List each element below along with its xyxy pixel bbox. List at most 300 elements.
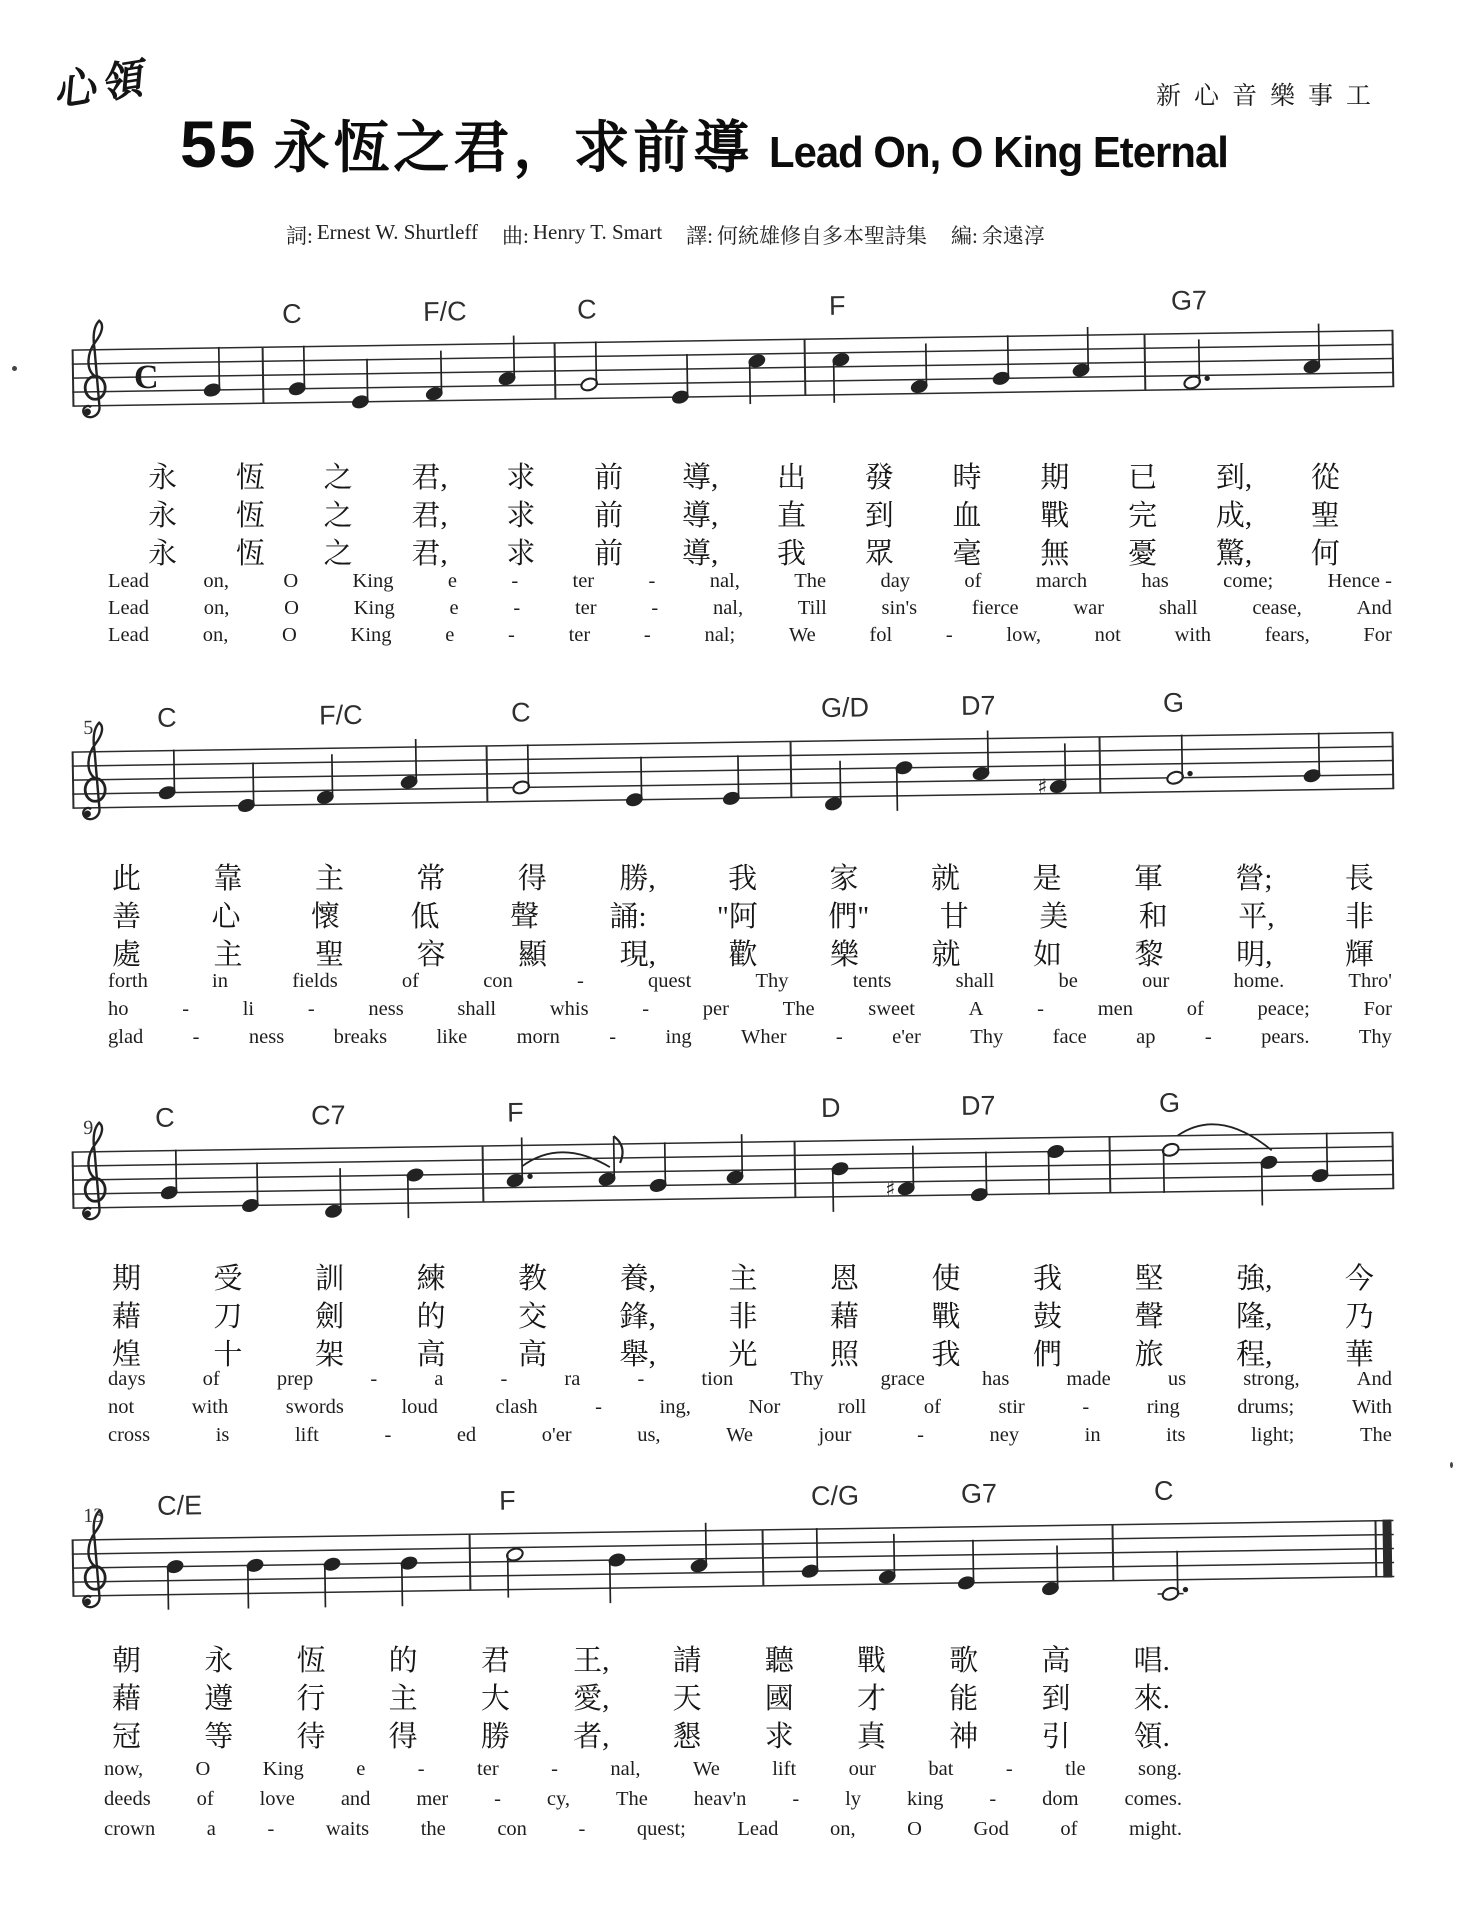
lyrics-zh-system-3-verse-2	[112, 1294, 1374, 1335]
lyric-syllable: o'er	[541, 1424, 572, 1446]
lyric-syllable: king	[906, 1788, 944, 1810]
lyric-syllable: 憂	[1128, 538, 1158, 570]
lyric-syllable: 才	[857, 1683, 887, 1715]
chord-symbol: G	[1158, 1087, 1181, 1118]
lyric-syllable: grace	[880, 1368, 925, 1390]
lyric-syllable: -	[651, 597, 659, 619]
lyric-syllable: 朝	[112, 1645, 142, 1677]
lyric-syllable: 恆	[235, 538, 265, 570]
note	[830, 1161, 849, 1212]
staff-system-1	[0, 255, 1470, 447]
lyric-syllable: 歡	[728, 939, 758, 971]
lyric-syllable: King	[352, 570, 394, 592]
lyric-syllable: might.	[1129, 1818, 1182, 1840]
lyric-syllable: and	[340, 1788, 371, 1810]
note	[1302, 733, 1321, 784]
note	[969, 1152, 988, 1203]
lyric-syllable: 求	[506, 500, 536, 532]
lyric-syllable: us,	[637, 1424, 661, 1446]
lyric-syllable: made	[1066, 1368, 1111, 1390]
chord-symbol: C	[1153, 1475, 1174, 1507]
lyric-syllable: is	[215, 1424, 230, 1446]
lyric-syllable: 到	[864, 500, 894, 532]
lyric-syllable: 勝,	[619, 863, 656, 895]
lyric-syllable: -	[637, 1368, 645, 1390]
lyric-syllable: jour	[818, 1424, 852, 1446]
lyric-syllable: 已	[1128, 462, 1158, 494]
lyric-syllable: morn	[516, 1026, 560, 1048]
lyric-syllable: men	[1097, 998, 1133, 1020]
lyric-syllable: sweet	[868, 998, 915, 1020]
lyric-syllable: lift	[294, 1424, 319, 1446]
note	[1046, 1144, 1065, 1195]
staff-system-3	[0, 1057, 1470, 1249]
lyric-syllable: 神	[949, 1721, 979, 1753]
lyric-syllable: the	[420, 1818, 446, 1840]
lyric-syllable: 養,	[619, 1263, 656, 1295]
lyric-syllable: 天	[672, 1683, 702, 1715]
lyric-syllable: like	[436, 1026, 468, 1048]
chord-symbol: C	[156, 702, 177, 733]
lyric-syllable: 歌	[949, 1645, 979, 1677]
note	[721, 755, 740, 806]
lyric-syllable: -	[384, 1424, 392, 1446]
lyric-syllable: e'er	[892, 1026, 921, 1048]
lyric-syllable: 愛,	[573, 1683, 610, 1715]
lyric-syllable: e	[356, 1758, 366, 1780]
barline	[263, 347, 264, 403]
lyric-syllable: -	[370, 1368, 378, 1390]
lyric-syllable: 能	[949, 1683, 979, 1715]
lyric-syllable: Till	[797, 597, 827, 619]
measure-number: 13	[83, 1504, 104, 1527]
credit-translator-value: 何統雄修自多本聖詩集	[717, 224, 927, 248]
lyric-syllable: tle	[1065, 1758, 1086, 1780]
lyric-syllable: 高	[1041, 1645, 1071, 1677]
lyric-syllable: 交	[518, 1301, 548, 1333]
lyric-syllable: -	[182, 998, 190, 1020]
lyric-syllable: 舉,	[619, 1339, 656, 1371]
lyric-syllable: ra	[564, 1368, 581, 1390]
lyric-syllable: 誦:	[609, 901, 647, 933]
lyric-syllable: The	[794, 570, 827, 592]
lyric-syllable: 和	[1138, 901, 1168, 933]
lyric-syllable: 平,	[1238, 901, 1275, 933]
lyric-syllable: 營;	[1235, 863, 1273, 895]
lyric-syllable: O	[907, 1818, 922, 1840]
lyric-syllable: Nor	[748, 1396, 781, 1418]
lyric-syllable: Thy	[790, 1368, 824, 1390]
chord-symbol: C	[281, 298, 302, 329]
credit-arranger-value: 余遠淳	[981, 224, 1045, 248]
augmentation-dot	[1183, 1587, 1188, 1592]
lyric-syllable: breaks	[333, 1026, 388, 1048]
lyric-syllable: 君,	[411, 500, 448, 532]
lyric-syllable: 今	[1344, 1263, 1374, 1295]
lyric-syllable: e	[449, 597, 459, 619]
lyric-syllable: ing,	[659, 1396, 691, 1418]
lyric-syllable: song.	[1138, 1758, 1182, 1780]
barline	[555, 343, 556, 399]
lyric-syllable: whis	[549, 998, 589, 1020]
lyric-syllable: of	[1060, 1818, 1078, 1840]
lyric-syllable: 請	[672, 1645, 702, 1677]
lyric-syllable: 戰	[931, 1301, 961, 1333]
lyric-syllable: shall	[457, 998, 497, 1020]
note	[1259, 1154, 1278, 1205]
barline	[73, 1540, 74, 1596]
chord-symbol: D7	[960, 690, 996, 721]
barline	[1144, 334, 1145, 390]
lyric-syllable: 君	[480, 1645, 510, 1677]
lyric-syllable: our	[848, 1758, 876, 1780]
lyric-syllable: 主	[388, 1683, 418, 1715]
lyric-syllable: -	[1005, 1758, 1013, 1780]
slur	[1177, 1123, 1271, 1151]
lyric-syllable: We	[788, 624, 816, 646]
final-barline	[1392, 331, 1393, 387]
lyrics-zh-system-1-verse-3	[148, 531, 1340, 572]
lyric-syllable: 藉	[112, 1683, 142, 1715]
scan-speck	[1450, 1462, 1453, 1468]
lyric-syllable: of	[1186, 998, 1204, 1020]
lyric-syllable: fierce	[971, 597, 1019, 619]
lyrics-en-system-3-verse-1	[108, 1368, 1392, 1391]
barline	[73, 350, 74, 406]
lyric-syllable: -	[643, 624, 651, 646]
lyric-syllable: 出	[776, 462, 806, 494]
lyric-syllable: ring	[1146, 1396, 1180, 1418]
lyric-syllable: 恆	[235, 462, 265, 494]
lyric-syllable: 華	[1344, 1339, 1374, 1371]
lyric-syllable: -	[578, 1818, 586, 1840]
eighth-flag	[614, 1136, 623, 1163]
lyric-syllable: -	[648, 570, 656, 592]
lyric-syllable: 常	[416, 863, 446, 895]
lyric-syllable: 等	[204, 1721, 234, 1753]
lyric-syllable: of	[401, 970, 419, 992]
credit-lyricist-value: Ernest W. Shurtleff	[316, 220, 479, 244]
lyric-syllable: of	[196, 1788, 214, 1810]
lyric-syllable: 架	[315, 1339, 345, 1371]
barline	[1100, 737, 1101, 793]
treble-clef-icon	[82, 321, 106, 418]
lyric-syllable: 高	[416, 1339, 446, 1371]
lyrics-zh-system-4-verse-3	[112, 1714, 1170, 1755]
lyric-syllable: 求	[764, 1721, 794, 1753]
lyric-syllable: Lead	[108, 570, 149, 592]
lyric-syllable: loud	[401, 1396, 438, 1418]
lyric-syllable: ter	[572, 570, 595, 592]
lyric-syllable: -	[192, 1026, 200, 1048]
note	[287, 346, 306, 397]
lyric-syllable: 從	[1310, 462, 1340, 494]
lyric-syllable: march	[1035, 570, 1088, 592]
lyric-syllable: 堅	[1134, 1263, 1164, 1295]
lyric-syllable: 輝	[1344, 939, 1374, 971]
lyric-syllable: ed	[456, 1424, 477, 1446]
measure-number: 5	[83, 716, 94, 739]
lyric-syllable: ness	[368, 998, 404, 1020]
lyric-syllable: e	[445, 624, 455, 646]
publisher-logo: 心領	[49, 55, 152, 117]
lyric-syllable: nal;	[704, 624, 736, 646]
lyric-syllable: For	[1363, 624, 1392, 646]
lyric-syllable: -	[642, 998, 650, 1020]
lyric-syllable: 家	[829, 863, 859, 895]
lyric-syllable: 行	[296, 1683, 326, 1715]
lyric-syllable: 容	[416, 939, 446, 971]
lyric-syllable: 之	[323, 500, 353, 532]
chord-symbol: G7	[1170, 285, 1208, 316]
lyric-syllable: 期	[112, 1263, 142, 1295]
lyric-syllable: 懇	[672, 1721, 702, 1753]
lyric-syllable: fields	[292, 970, 338, 992]
sharp-icon: ♯	[1037, 774, 1048, 799]
lyric-syllable: 美	[1039, 901, 1069, 933]
lyric-syllable: lift	[772, 1758, 797, 1780]
lyric-syllable: waits	[325, 1818, 370, 1840]
lyric-syllable: Wher	[741, 1026, 787, 1048]
note	[648, 1142, 667, 1193]
lyric-syllable: 得	[517, 863, 547, 895]
lyric-syllable: -	[1204, 1026, 1212, 1048]
chord-symbol: C7	[310, 1100, 346, 1131]
lyric-syllable: O	[282, 624, 297, 646]
lyrics-en-system-4-verse-2	[104, 1788, 1182, 1811]
lyric-syllable: 毫	[952, 538, 982, 570]
lyric-syllable: 冠	[112, 1721, 142, 1753]
note	[406, 1167, 425, 1218]
lyric-syllable: We	[692, 1758, 720, 1780]
chord-symbol: C	[576, 294, 597, 325]
lyric-syllable: -	[1037, 998, 1044, 1020]
note	[670, 354, 689, 405]
lyric-syllable: 我	[1033, 1263, 1063, 1295]
lyric-syllable: 導,	[681, 462, 719, 494]
note	[608, 1552, 627, 1603]
lyric-syllable: fol	[869, 624, 893, 646]
note	[511, 744, 530, 795]
lyric-syllable: 永	[204, 1645, 234, 1677]
lyric-syllable: 高	[518, 1339, 548, 1371]
barline	[1110, 1137, 1111, 1193]
lyric-syllable: 之	[323, 538, 353, 570]
lyric-syllable: love	[259, 1788, 295, 1810]
lyric-syllable: dom	[1042, 1788, 1079, 1810]
lyric-syllable: 劍	[315, 1301, 345, 1333]
lyric-syllable: 明,	[1236, 939, 1273, 971]
lyric-syllable: has	[1141, 570, 1169, 592]
chord-symbol: F/C	[318, 699, 363, 731]
lyric-syllable: 刀	[213, 1301, 243, 1333]
lyric-syllable: O	[195, 1758, 211, 1780]
credit-composer-value: Henry T. Smart	[532, 220, 663, 244]
note	[240, 1162, 259, 1213]
lyric-syllable: cease,	[1252, 597, 1302, 619]
lyric-syllable: on,	[829, 1818, 856, 1840]
chord-symbol: F	[828, 290, 846, 321]
lyric-syllable: A	[968, 998, 984, 1020]
lyric-syllable: of	[202, 1368, 220, 1390]
lyrics-zh-system-4-verse-2	[112, 1676, 1170, 1717]
lyric-syllable: 血	[952, 500, 982, 532]
staff-system-4	[0, 1445, 1470, 1637]
lyrics-en-system-2-verse-3	[108, 1026, 1392, 1049]
lyric-syllable: on,	[203, 570, 229, 592]
lyric-syllable: 旅	[1134, 1339, 1164, 1371]
lyric-syllable: crown	[104, 1818, 156, 1840]
note	[166, 1559, 185, 1610]
lyric-syllable: Thy	[755, 970, 789, 992]
barline	[791, 741, 792, 797]
sharp-icon: ♯	[885, 1176, 896, 1202]
augmentation-dot	[1187, 771, 1192, 776]
lyric-syllable: mer	[416, 1788, 449, 1810]
lyric-syllable: King	[350, 624, 392, 646]
lyric-syllable: -	[307, 998, 315, 1020]
lyric-syllable: 鼓	[1033, 1301, 1063, 1333]
lyrics-en-system-2-verse-1	[108, 970, 1392, 993]
lyric-syllable: our	[1142, 970, 1170, 992]
barline	[795, 1141, 796, 1197]
lyric-syllable: 鋒,	[619, 1301, 656, 1333]
lyric-syllable: swords	[285, 1396, 344, 1418]
lyric-syllable: And	[1356, 1368, 1392, 1390]
lyric-syllable: 我	[728, 863, 758, 895]
lyric-syllable: -	[1082, 1396, 1090, 1418]
chord-symbol: F	[498, 1485, 516, 1516]
lyrics-en-system-1-verse-2	[108, 597, 1392, 620]
lyric-syllable: ter	[568, 624, 591, 646]
lyric-syllable: 們"	[828, 901, 870, 933]
lyric-syllable: 乃	[1344, 1301, 1374, 1333]
lyric-syllable: 君,	[411, 462, 448, 494]
note	[991, 335, 1010, 386]
lyric-syllable: glad	[108, 1026, 144, 1048]
lyric-syllable: not	[108, 1396, 135, 1418]
lyric-syllable: heav'n	[693, 1788, 747, 1810]
lyric-syllable: We	[726, 1424, 753, 1446]
lyric-syllable: 隆,	[1236, 1301, 1273, 1333]
augmentation-dot	[1204, 376, 1209, 381]
slur	[522, 1152, 610, 1169]
barline	[805, 339, 806, 395]
chord-symbol: C	[510, 697, 531, 728]
chord-symbol: D	[820, 1092, 841, 1123]
lyric-syllable: home.	[1233, 970, 1285, 992]
lyric-syllable: 聖	[315, 939, 345, 971]
lyric-syllable: With	[1351, 1396, 1392, 1418]
lyric-syllable: sin's	[881, 597, 918, 619]
lyric-syllable: Lead	[108, 624, 149, 646]
lyric-syllable: 直	[776, 500, 806, 532]
lyric-syllable: on,	[202, 624, 229, 646]
chord-symbol: D7	[960, 1090, 996, 1121]
lyric-syllable: 我	[776, 538, 806, 570]
barline	[470, 1534, 471, 1590]
lyric-syllable: comes.	[1124, 1788, 1182, 1810]
lyric-syllable: 勝	[480, 1721, 510, 1753]
lyric-syllable: in	[212, 970, 228, 992]
chord-symbol: C/G	[810, 1480, 860, 1512]
lyric-syllable: 恩	[829, 1263, 859, 1295]
barline	[73, 1152, 74, 1208]
barline	[487, 746, 488, 802]
lyric-syllable: 無	[1040, 538, 1070, 570]
lyric-syllable: -	[508, 624, 515, 646]
lyric-syllable: -	[267, 1818, 275, 1840]
lyric-syllable: con	[483, 970, 513, 992]
lyric-syllable: ter	[477, 1758, 499, 1780]
barline	[1113, 1525, 1114, 1581]
lyric-syllable: 藉	[829, 1301, 859, 1333]
lyric-syllable: King	[262, 1758, 304, 1780]
lyric-syllable: day	[880, 570, 911, 592]
chord-symbol: G	[1162, 687, 1185, 718]
lyric-syllable: shall	[955, 970, 995, 992]
lyric-syllable: 就	[931, 863, 961, 895]
lyric-syllable: Thy	[1358, 1026, 1392, 1048]
lyric-syllable: The	[1359, 1424, 1392, 1446]
lyric-syllable: a	[434, 1368, 444, 1390]
lyric-syllable: 練	[416, 1263, 446, 1295]
lyric-syllable: ap	[1136, 1026, 1156, 1048]
lyric-syllable: 照	[829, 1339, 859, 1371]
final-barline-thick	[1382, 1520, 1392, 1578]
lyric-syllable: 成,	[1215, 500, 1253, 532]
chord-symbol: F/C	[422, 296, 467, 327]
lyric-syllable: 唱.	[1133, 1645, 1170, 1677]
lyric-syllable: forth	[108, 970, 148, 992]
lyric-syllable: tents	[852, 970, 892, 992]
note	[894, 760, 913, 811]
lyric-syllable: 心	[211, 901, 241, 933]
lyric-syllable: roll	[837, 1396, 867, 1418]
lyric-syllable: Thy	[970, 1026, 1004, 1048]
staff-system-2	[0, 657, 1470, 849]
lyric-syllable: -	[551, 1758, 558, 1780]
lyric-syllable: 之	[323, 462, 353, 494]
lyric-syllable: 聖	[1310, 500, 1340, 532]
lyric-syllable: of	[923, 1396, 941, 1418]
barline	[763, 1530, 764, 1586]
lyric-syllable: 來.	[1133, 1683, 1170, 1715]
lyric-syllable: per	[702, 998, 729, 1020]
lyric-syllable: tion	[701, 1368, 734, 1390]
lyric-syllable: 藉	[112, 1301, 142, 1333]
final-barline	[1392, 1133, 1393, 1189]
lyric-syllable: 待	[296, 1721, 326, 1753]
credit-composer-label: 曲:	[502, 224, 529, 248]
lyric-syllable: -	[500, 1368, 508, 1390]
lyric-syllable: 永	[148, 500, 178, 532]
lyric-syllable: 受	[213, 1263, 243, 1295]
time-signature: C	[133, 358, 159, 397]
lyric-syllable: 國	[764, 1683, 794, 1715]
lyric-syllable: -	[511, 570, 519, 592]
lyric-syllable: 永	[148, 538, 178, 570]
lyric-syllable: 處	[112, 939, 142, 971]
lyrics-en-system-1-verse-1	[108, 570, 1392, 593]
lyric-syllable: 時	[952, 462, 982, 494]
lyric-syllable: ly	[845, 1788, 862, 1810]
lyric-syllable: prep	[276, 1368, 314, 1390]
lyric-syllable: quest;	[636, 1818, 686, 1840]
lyric-syllable: 的	[388, 1645, 418, 1677]
hymn-title-en: Lead On, O King Eternal	[769, 128, 1229, 177]
note	[956, 1540, 975, 1591]
